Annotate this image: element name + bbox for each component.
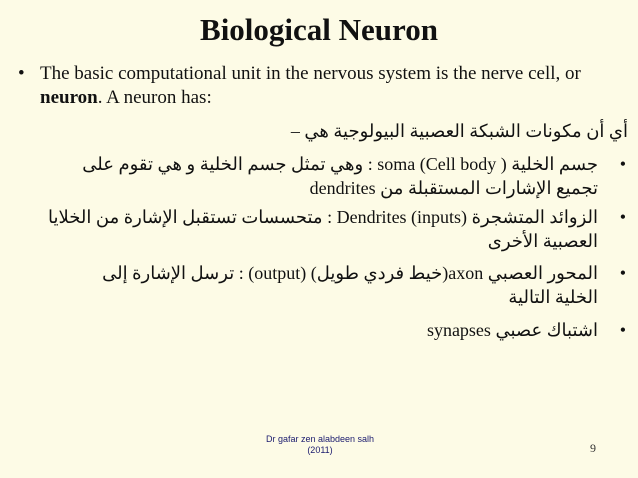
bullet-marker: • bbox=[619, 154, 626, 174]
footer-year: (2011) bbox=[307, 445, 333, 455]
item-axon-line1: المحور العصبي axon(خيط فردي طويل) (output) : ترسل الإشارة إلى bbox=[102, 263, 598, 283]
footer-author-name: Dr gafar zen alabdeen salh bbox=[265, 434, 375, 444]
item-synapses-line1: اشتباك عصبي synapses bbox=[426, 320, 598, 340]
item-soma-line1: جسم الخلية soma (Cell body ) : وهي تمثل جسم الخلية و هي تقوم على bbox=[82, 154, 598, 174]
bullet-marker: • bbox=[619, 207, 626, 227]
bullet-item-axon bbox=[26, 261, 626, 309]
bullet-item-dendrites bbox=[26, 205, 626, 253]
intro-text bbox=[40, 62, 618, 110]
page-number: 9 bbox=[590, 441, 596, 455]
bullet-item-soma bbox=[26, 152, 626, 200]
slide-title: Biological Neuron bbox=[200, 12, 438, 47]
item-soma-line2: تجميع الإشارات المستقبلة من dendrites bbox=[309, 178, 598, 198]
intro-text-start: The basic computational unit in the nervous system is the nerve cell, or bbox=[40, 63, 581, 84]
item-dendrites-line2: العصبية الأخرى bbox=[487, 231, 598, 251]
bullet-marker: • bbox=[18, 63, 25, 84]
intro-bold-neuron: neuron bbox=[40, 87, 98, 108]
bullet-item-synapses bbox=[26, 318, 626, 342]
intro-text-end: . A neuron has: bbox=[97, 87, 212, 108]
footer-author bbox=[250, 434, 390, 456]
intro-bullet bbox=[18, 62, 618, 110]
bullet-marker: • bbox=[619, 263, 626, 283]
item-axon-line2: الخلية التالية bbox=[508, 287, 598, 307]
item-dendrites-line1: الزوائد المتشجرة Dendrites (inputs) : متحسسات تستقبل الإشارة من الخلايا bbox=[48, 207, 598, 227]
bullet-marker: • bbox=[619, 320, 626, 340]
arabic-summary-line: أي أن مكونات الشبكة العصبية البيولوجية هي – bbox=[290, 121, 628, 141]
